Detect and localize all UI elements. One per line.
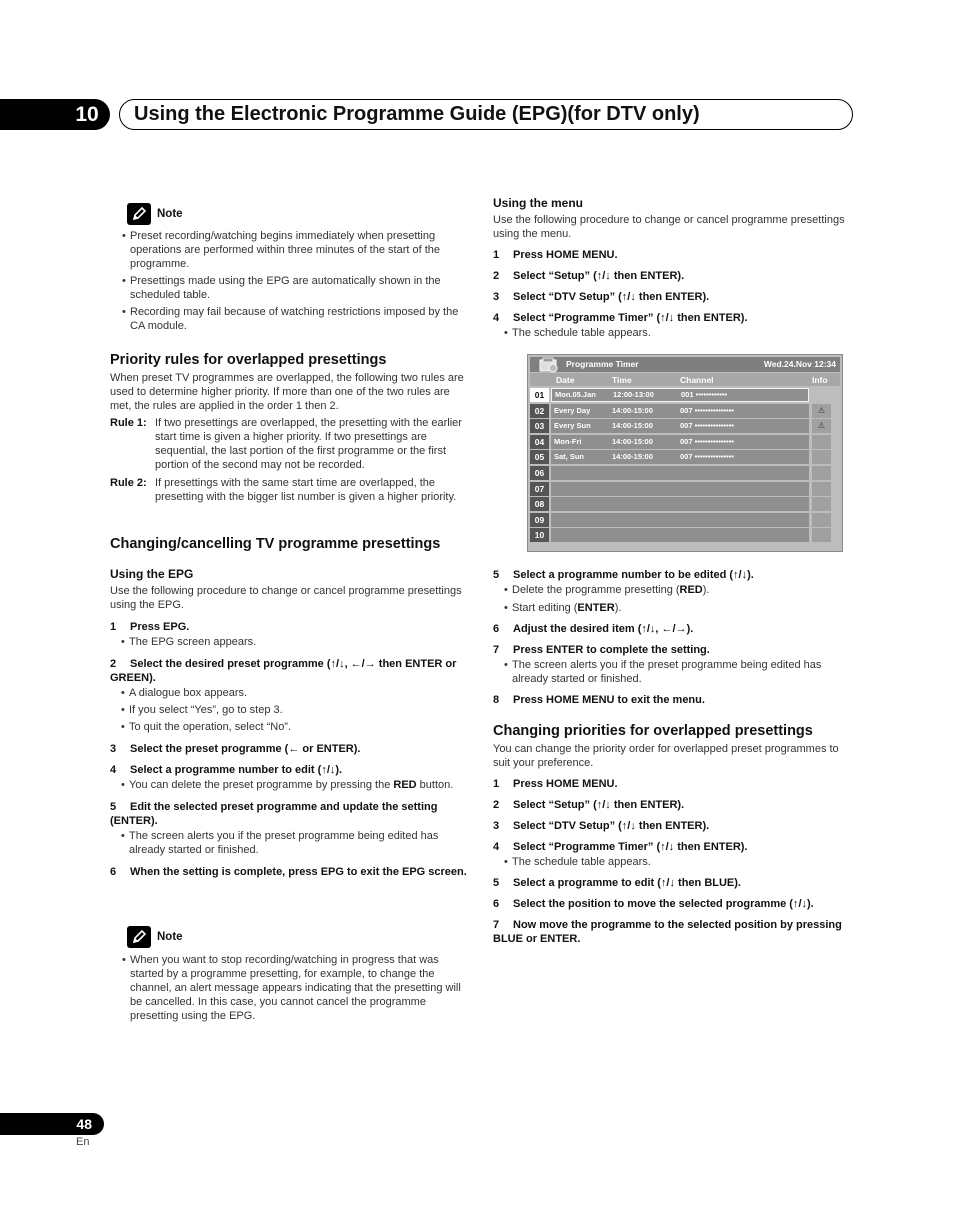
schedule-info (812, 497, 831, 511)
column-channel: Channel (680, 375, 714, 385)
schedule-row[interactable] (530, 435, 840, 449)
schedule-row[interactable] (530, 466, 840, 480)
note-item: • Recording may fail because of watching restrictions imposed by the CA module. (110, 305, 470, 333)
schedule-time: 14:00-15:00 (612, 452, 653, 462)
step-7: 7 Now move the programme to the selected position by pressing BLUE or ENTER. (493, 919, 842, 945)
subsection-heading: Using the menu (493, 196, 584, 210)
chapter-title-text: Using the Electronic Programme Guide (EPG)(for DTV only) (134, 103, 700, 125)
rule-2: Rule 2: If presettings with the same start time are overlapped, the presetting with the bigger list number is given a higher priority. (110, 477, 457, 503)
schedule-row[interactable] (530, 404, 840, 418)
alert-icon: ⚠ (812, 404, 831, 418)
step-6: 6 Adjust the desired item (↑/↓, ←/→). (493, 623, 694, 635)
note-item: • When you want to stop recording/watching in progress that was started by a programme presetting, for example, to change the channel, an alert message appears indicating that the presetting will be cancelled. In this case, you cannot cancel the programme presetting using the EPG. (110, 953, 470, 1023)
step-2: 2 Select the desired preset programme (↑/↓, ←/→ then ENTER or GREEN). (110, 658, 457, 684)
note-item: • Preset recording/watching begins immediately when presetting operations are performed within three minutes of the start of the programme. (110, 229, 470, 271)
using-menu-section (493, 196, 853, 340)
step-2: 2 Select “Setup” (↑/↓ then ENTER). (493, 799, 685, 811)
schedule-row[interactable] (530, 497, 840, 511)
page-number: 48 (76, 1116, 92, 1132)
column-date: Date (556, 375, 575, 385)
schedule-channel: 007 ••••••••••••••• (680, 452, 734, 462)
schedule-row-number: 02 (530, 404, 549, 418)
section-heading: Changing priorities for overlapped presettings (493, 723, 813, 739)
schedule-row-number: 04 (530, 435, 549, 449)
step-2: 2 Select “Setup” (↑/↓ then ENTER). (493, 270, 685, 282)
schedule-row[interactable] (530, 513, 840, 527)
step-8: 8 Press HOME MENU to exit the menu. (493, 694, 705, 706)
note-item: • Presettings made using the EPG are automatically shown in the scheduled table. (110, 274, 470, 302)
step-1: 1 Press EPG. (110, 621, 190, 633)
schedule-row-body (551, 482, 809, 496)
schedule-row[interactable] (530, 388, 840, 402)
step-1: 1 Press HOME MENU. (493, 778, 618, 790)
schedule-date: Every Day (554, 405, 591, 415)
subsection-intro: Use the following procedure to change or cancel programme presettings using the EPG. (110, 585, 462, 611)
step-5: 5 Select a programme number to be edited (↑/↓). (493, 569, 754, 581)
section-heading: Changing/cancelling TV programme presettings (110, 536, 441, 552)
step-1: 1 Press HOME MENU. (493, 249, 618, 261)
chapter-number: 10 (75, 102, 99, 126)
schedule-row[interactable] (530, 528, 840, 542)
schedule-row-body (551, 419, 809, 433)
note-heading: Note (127, 926, 470, 948)
chapter-number-tab (0, 99, 110, 130)
schedule-time: 14:00-15:00 (612, 405, 653, 415)
schedule-row-number: 03 (530, 419, 549, 433)
column-info: Info (812, 375, 828, 385)
schedule-row-number: 08 (530, 497, 549, 511)
changing-section (110, 535, 470, 879)
schedule-row-body (551, 435, 809, 449)
step-bullet: • A dialogue box appears. (110, 686, 470, 700)
note-pencil-icon (127, 203, 151, 225)
screen-title-bar (530, 357, 840, 372)
step-3: 3 Select the preset programme (← or ENTER). (110, 743, 361, 755)
step-bullet: • The screen alerts you if the preset programme being edited has already started or finished. (493, 658, 853, 686)
subsection-intro: Use the following procedure to change or cancel programme presettings using the menu. (493, 214, 845, 240)
step-bullet: • Start editing (ENTER). (493, 601, 853, 615)
schedule-date: Mon-Fri (554, 436, 582, 446)
step-4: 4 Select a programme number to edit (↑/↓). (110, 764, 343, 776)
schedule-channel: 007 ••••••••••••••• (680, 421, 734, 431)
step-3: 3 Select “DTV Setup” (↑/↓ then ENTER). (493, 291, 710, 303)
step-6: 6 Select the position to move the selected programme (↑/↓). (493, 898, 814, 910)
schedule-row[interactable] (530, 419, 840, 433)
step-bullet: • The screen alerts you if the preset programme being edited has already started or finished. (110, 829, 470, 857)
schedule-row-number: 01 (530, 388, 549, 402)
step-bullet: • You can delete the preset programme by pressing the RED button. (110, 778, 470, 792)
step-4: 4 Select “Programme Timer” (↑/↓ then ENTER). (493, 312, 748, 324)
schedule-row-number: 07 (530, 482, 549, 496)
schedule-row-body (551, 528, 809, 542)
priority-rules-section (110, 351, 470, 504)
note-box-1 (110, 203, 470, 333)
section-intro: When preset TV programmes are overlapped, the following two rules are used to determine higher priority. If more than one of the two rules are met, the rules are applied in the order 1 then 2. (110, 372, 464, 412)
schedule-channel: 007 ••••••••••••••• (680, 436, 734, 446)
using-menu-steps-continued (493, 568, 853, 707)
step-5: 5 Select a programme to edit (↑/↓ then BLUE). (493, 877, 741, 889)
page-number-tab (0, 1113, 104, 1135)
note-box-2 (110, 926, 470, 1023)
step-bullet: • Delete the programme presetting (RED). (493, 583, 853, 597)
schedule-row-body (551, 450, 809, 464)
schedule-row-number: 05 (530, 450, 549, 464)
schedule-info (812, 482, 831, 496)
step-bullet: • The schedule table appears. (493, 855, 853, 869)
step-4: 4 Select “Programme Timer” (↑/↓ then ENTER). (493, 841, 748, 853)
schedule-info (812, 513, 831, 527)
screen-title: Programme Timer (566, 359, 639, 369)
schedule-row-body (551, 404, 809, 418)
schedule-row-body (551, 388, 809, 402)
schedule-info (812, 450, 831, 464)
schedule-time: 14:00-15:00 (612, 436, 653, 446)
schedule-row-number: 06 (530, 466, 549, 480)
schedule-row-number: 10 (530, 528, 549, 542)
schedule-channel: 001 •••••••••••• (681, 390, 728, 399)
step-bullet: • If you select “Yes”, go to step 3. (110, 703, 470, 717)
changing-priorities-section (493, 722, 853, 946)
rule-1: Rule 1: If two presettings are overlapped, the presetting with the earlier start time is given a higher priority. If two presettings are sequential, the last portion of the first programme or the first portion of the second may not be recorded. (110, 417, 462, 471)
schedule-row[interactable] (530, 482, 840, 496)
section-intro: You can change the priority order for overlapped preset programmes to suit your preference. (493, 743, 839, 769)
schedule-channel: 007 ••••••••••••••• (680, 405, 734, 415)
page-language: En (76, 1136, 90, 1148)
step-6: 6 When the setting is complete, press EPG to exit the EPG screen. (110, 866, 467, 878)
schedule-row-body (551, 466, 809, 480)
note-pencil-icon (127, 926, 151, 948)
column-time: Time (612, 375, 632, 385)
schedule-time: 14:00-15:00 (612, 421, 653, 431)
step-bullet: • The schedule table appears. (493, 326, 853, 340)
schedule-row-body (551, 497, 809, 511)
schedule-row[interactable] (530, 450, 840, 464)
screen-column-headers (530, 373, 840, 386)
step-5: 5 Edit the selected preset programme and update the setting (ENTER). (110, 801, 438, 827)
step-3: 3 Select “DTV Setup” (↑/↓ then ENTER). (493, 820, 710, 832)
schedule-info (812, 435, 831, 449)
programme-timer-screen (527, 354, 843, 552)
step-bullet: • The EPG screen appears. (110, 635, 470, 649)
alert-icon: ⚠ (812, 419, 831, 433)
chapter-title (119, 99, 853, 130)
schedule-date: Every Sun (554, 421, 591, 431)
schedule-date: Sat, Sun (554, 452, 585, 462)
note-heading: Note (127, 203, 470, 225)
schedule-time: 12:00-13:00 (613, 390, 654, 399)
timer-clipboard-icon (538, 357, 560, 373)
schedule-date: Mon.05.Jan (555, 390, 596, 399)
step-bullet: • To quit the operation, select “No”. (110, 720, 470, 734)
screen-datetime: Wed.24.Nov 12:34 (763, 359, 836, 369)
step-7: 7 Press ENTER to complete the setting. (493, 644, 710, 656)
schedule-row-number: 09 (530, 513, 549, 527)
schedule-row-body (551, 513, 809, 527)
schedule-info (812, 528, 831, 542)
section-heading: Priority rules for overlapped presettings (110, 352, 387, 368)
schedule-info (812, 466, 831, 480)
subsection-heading: Using the EPG (110, 567, 194, 581)
